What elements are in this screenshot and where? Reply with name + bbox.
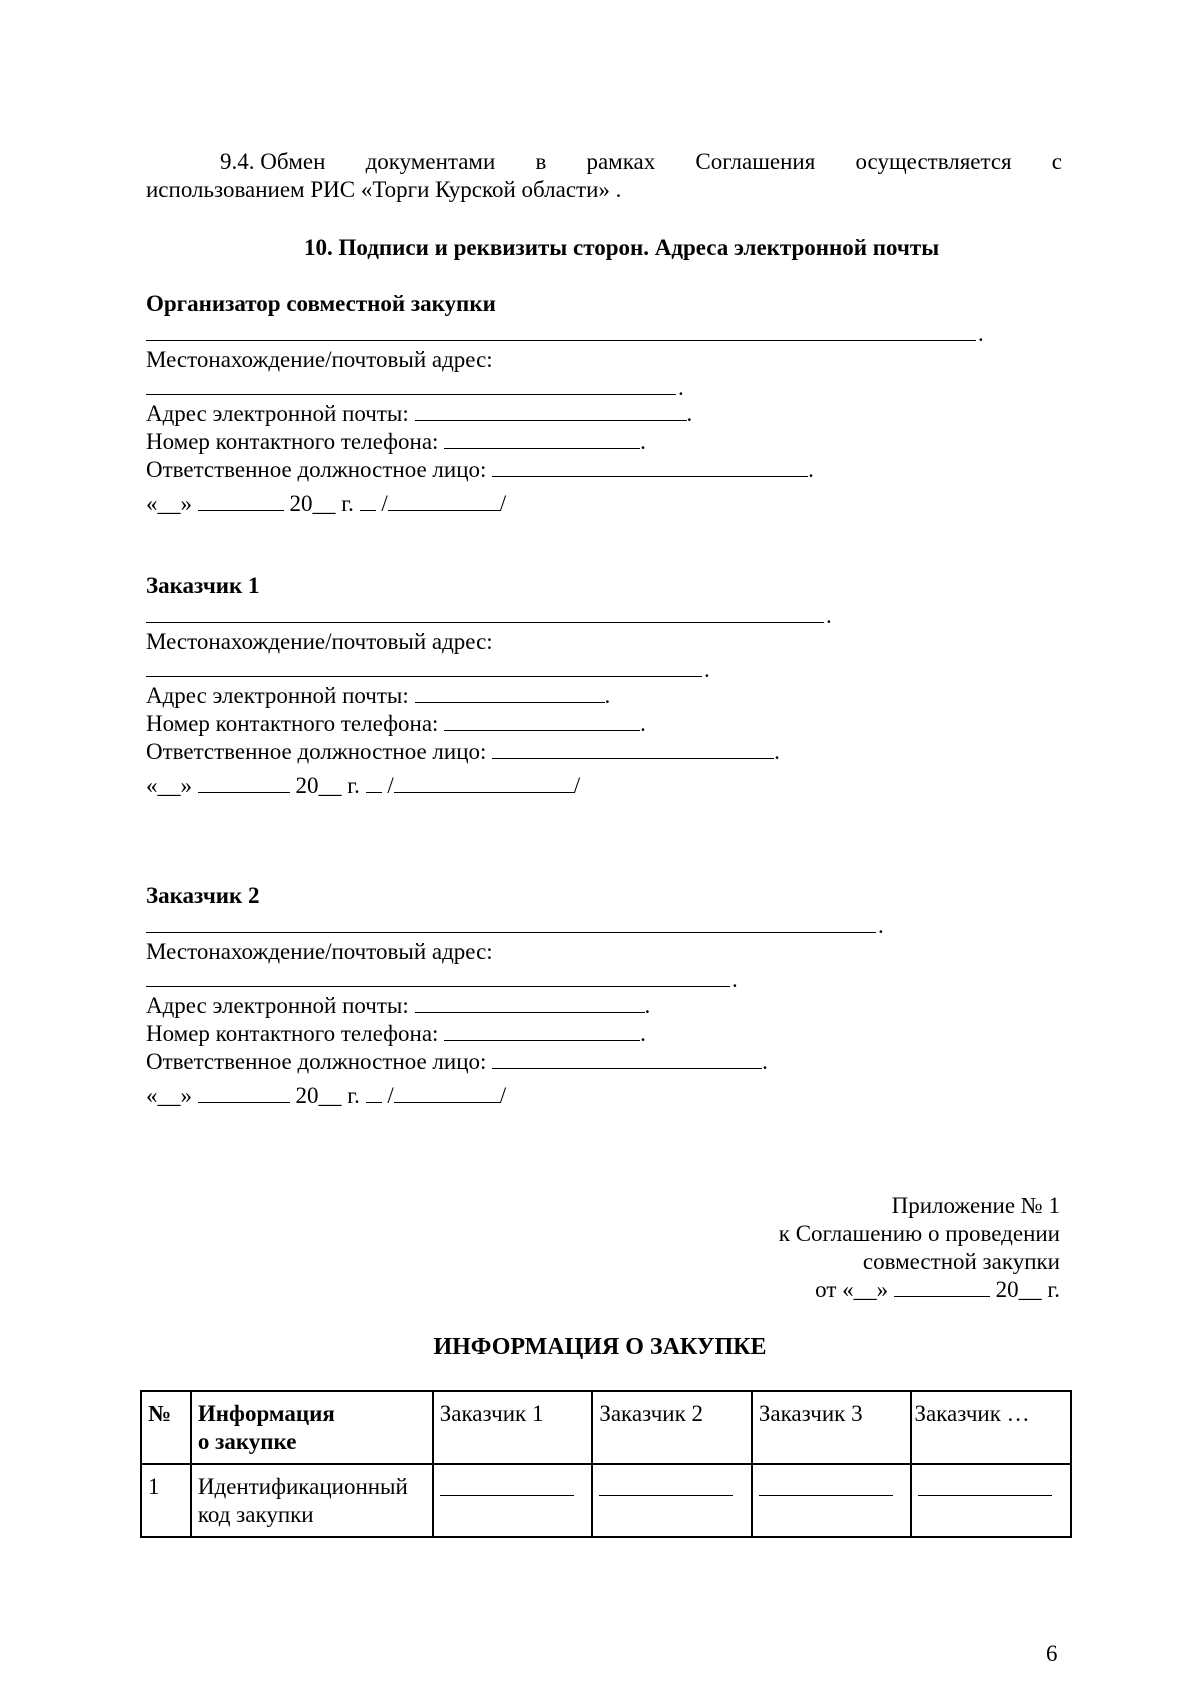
phone-label: Номер контактного телефона:: [146, 711, 439, 736]
appendix-date-open: от «__»: [815, 1277, 889, 1302]
slash: /: [387, 1083, 394, 1108]
period: .: [878, 913, 884, 938]
email-row: [146, 682, 610, 710]
fill-blank: [599, 1495, 733, 1496]
cell-customer3[interactable]: [752, 1464, 912, 1537]
section-10-title: 10. Подписи и реквизиты сторон. Адреса электронной почты: [304, 235, 940, 260]
phone-row: [146, 1020, 646, 1048]
appendix-line3: совместной закупки: [862, 1249, 1060, 1274]
period: .: [808, 457, 814, 482]
procurement-info-table: [140, 1390, 1072, 1538]
official-row: [146, 738, 780, 766]
phone-blank: [444, 710, 640, 731]
appendix-line4: [779, 1276, 1060, 1304]
word: 9.4. Обмен: [220, 149, 326, 174]
date-open: «__»: [146, 491, 192, 516]
signature-blank: [366, 772, 382, 793]
word: рамках: [586, 149, 656, 174]
official-blank: [492, 1048, 762, 1069]
month-blank: [198, 490, 284, 511]
official-label: Ответственное должностное лицо:: [146, 457, 487, 482]
date-row: [146, 490, 506, 518]
period: .: [774, 739, 780, 764]
cell-customer2[interactable]: [592, 1464, 752, 1537]
period: .: [604, 683, 611, 708]
col-customer3: Заказчик 3: [752, 1391, 912, 1464]
email-blank: [415, 682, 605, 703]
table-header-row: [141, 1391, 1071, 1464]
cell-customer1[interactable]: [433, 1464, 593, 1537]
month-blank: [198, 1082, 290, 1103]
name-blank: [394, 1082, 500, 1103]
word: в: [535, 149, 547, 174]
address-line: [146, 394, 676, 395]
info-title: ИНФОРМАЦИЯ О ЗАКУПКЕ: [433, 1334, 767, 1360]
slash: /: [387, 773, 394, 798]
row-label-line1: Идентификационный: [197, 1474, 408, 1500]
period: .: [644, 993, 651, 1018]
date-open: «__»: [146, 1083, 192, 1108]
col-info-line1: Информация: [197, 1401, 335, 1426]
official-label: Ответственное должностное лицо:: [146, 739, 487, 764]
word: документами: [365, 149, 496, 174]
col-customer1: Заказчик 1: [433, 1391, 593, 1464]
word: осуществляется: [855, 149, 1012, 174]
word: с: [1051, 149, 1062, 174]
appendix-line2: к Соглашению о проведении: [778, 1221, 1060, 1246]
official-row: [146, 1048, 768, 1076]
period: .: [704, 657, 710, 682]
date-open: «__»: [146, 773, 192, 798]
appendix-month-blank: [894, 1276, 990, 1297]
email-blank: [415, 992, 645, 1013]
official-row: [146, 456, 814, 484]
col-customer2: Заказчик 2: [592, 1391, 752, 1464]
phone-label: Номер контактного телефона:: [146, 429, 439, 454]
appendix-block: [779, 1192, 1060, 1304]
phone-label: Номер контактного телефона:: [146, 1021, 439, 1046]
appendix-line1: Приложение № 1: [891, 1193, 1060, 1218]
address-label: Местонахождение/почтовый адрес:: [146, 347, 493, 372]
email-label: Адрес электронной почты:: [146, 401, 409, 426]
email-label: Адрес электронной почты:: [146, 993, 409, 1018]
period: .: [762, 1049, 768, 1074]
signature-blank: [360, 490, 376, 511]
fill-blank: [440, 1495, 574, 1496]
email-row: [146, 400, 692, 428]
name-blank: [388, 490, 500, 511]
date-row: [146, 1082, 506, 1110]
row-number: 1: [141, 1464, 191, 1537]
email-blank: [415, 400, 687, 421]
col-number: №: [141, 1391, 191, 1464]
period: .: [732, 967, 738, 992]
phone-blank: [444, 1020, 640, 1041]
year: 20__ г.: [289, 491, 354, 516]
period: .: [640, 429, 646, 454]
address-label: Местонахождение/почтовый адрес:: [146, 939, 493, 964]
address-line: [146, 676, 702, 677]
col-info: [191, 1391, 433, 1464]
signature-line: [146, 622, 824, 623]
phone-blank: [444, 428, 640, 449]
customer2-title: Заказчик 2: [146, 883, 260, 908]
table-row: [141, 1464, 1071, 1537]
address-label: Местонахождение/почтовый адрес:: [146, 629, 493, 654]
organizer-title: Организатор совместной закупки: [146, 291, 496, 316]
phone-row: [146, 710, 646, 738]
row-label-line2: код закупки: [197, 1501, 314, 1527]
year: 20__ г.: [295, 1083, 360, 1108]
clause-9-4-line2: использованием РИС «Торги Курской области» .: [146, 177, 622, 202]
date-row: [146, 772, 580, 800]
slash: /: [573, 773, 581, 798]
clause-9-4-line1: [220, 148, 1062, 176]
customer1-title: Заказчик 1: [146, 573, 260, 598]
signature-line: [146, 932, 876, 933]
year: 20__ г.: [295, 773, 360, 798]
row-label: [191, 1464, 433, 1537]
period: .: [640, 1021, 646, 1046]
period: .: [640, 711, 646, 736]
official-blank: [492, 738, 774, 759]
period: .: [826, 603, 832, 628]
phone-row: [146, 428, 646, 456]
slash: /: [499, 1083, 507, 1108]
fill-blank: [918, 1495, 1052, 1496]
appendix-year: 20__ г.: [995, 1277, 1060, 1302]
email-label: Адрес электронной почты:: [146, 683, 409, 708]
address-line: [146, 986, 730, 987]
signature-line: [146, 340, 976, 341]
period: .: [978, 321, 984, 346]
period: .: [678, 375, 684, 400]
fill-blank: [759, 1495, 893, 1496]
page-number: 6: [1046, 1641, 1058, 1666]
month-blank: [198, 772, 290, 793]
signature-blank: [366, 1082, 382, 1103]
slash: /: [499, 491, 507, 516]
official-label: Ответственное должностное лицо:: [146, 1049, 487, 1074]
email-row: [146, 992, 650, 1020]
col-customer-etc: Заказчик …: [911, 1391, 1071, 1464]
word: Соглашения: [695, 149, 816, 174]
slash: /: [381, 491, 388, 516]
name-blank: [394, 772, 574, 793]
period: .: [686, 401, 693, 426]
col-info-line2: о закупке: [197, 1428, 297, 1454]
cell-customer-etc[interactable]: [911, 1464, 1071, 1537]
official-blank: [492, 456, 808, 477]
